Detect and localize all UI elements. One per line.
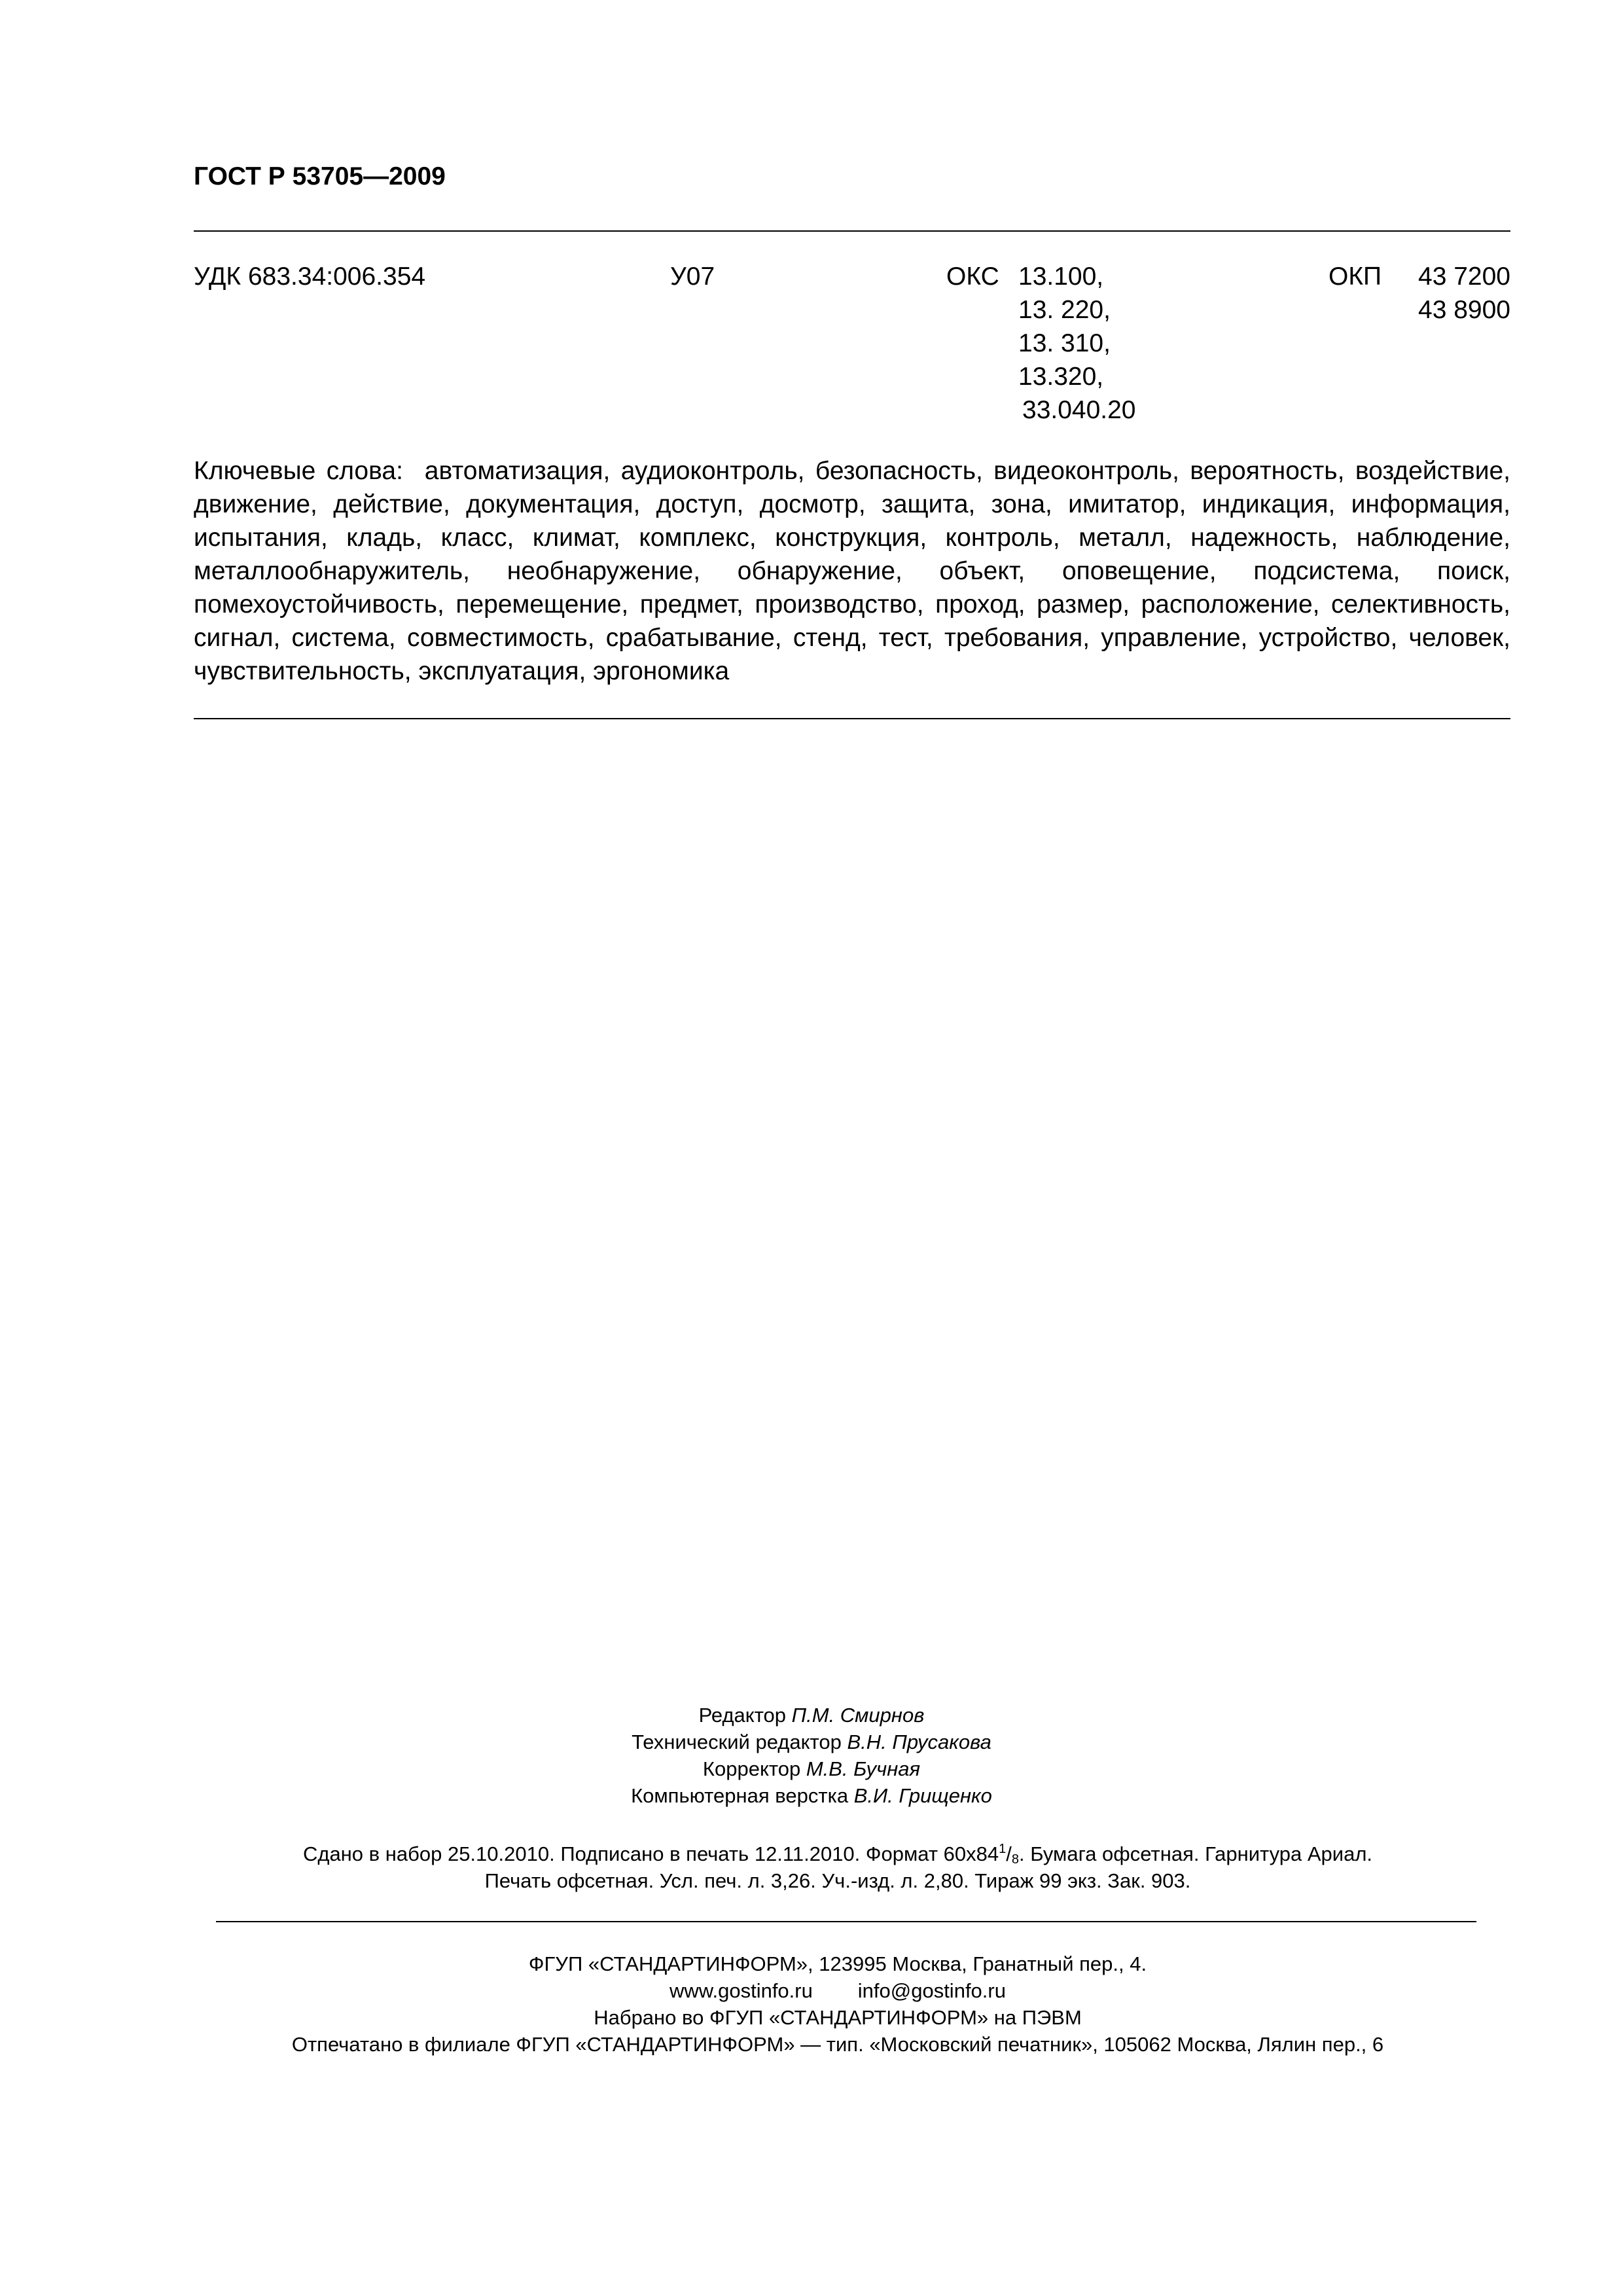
imprint-text: Сдано в набор 25.10.2010. Подписано в печать 12.11.2010. Формат 60x84 xyxy=(302,1842,999,1865)
imprint-rule xyxy=(216,1921,1476,1922)
imprint-line-1 xyxy=(216,1840,1459,1867)
credit-name: В.И. Грищенко xyxy=(853,1784,992,1807)
imprint-line-2: Печать офсетная. Усл. печ. л. 3,26. Уч.-изд. л. 2,80. Тираж 99 экз. Зак. 903. xyxy=(484,1869,1191,1892)
oks-code: 33.040.20 xyxy=(1022,396,1136,424)
okp-code: 43 8900 xyxy=(1418,296,1510,324)
group-code: У07 xyxy=(670,262,715,291)
keywords-paragraph xyxy=(194,454,1510,688)
credit-layout xyxy=(0,1782,1623,1809)
format-superscript: 1 xyxy=(999,1842,1007,1856)
header-rule xyxy=(194,230,1510,232)
udk-code: УДК 683.34:006.354 xyxy=(194,262,426,291)
keywords-rule xyxy=(194,718,1510,719)
credit-role: Технический редактор xyxy=(632,1731,842,1753)
credit-name: В.Н. Прусакова xyxy=(847,1731,991,1753)
credit-proofreader xyxy=(0,1755,1623,1782)
format-subscript: 8 xyxy=(1011,1852,1019,1867)
publisher-contacts xyxy=(216,1977,1459,2004)
credit-role: Компьютерная верстка xyxy=(631,1784,849,1807)
oks-code: 13.320, xyxy=(1018,363,1104,391)
keywords-text: автоматизация, аудиоконтроль, безопасность, видеоконтроль, вероятность, воздействие, движение, действие, документация, доступ, досмотр, защита, зона, имитатор, индикация, информация, испытания, кладь, класс, климат, комплекс, конструкция, контроль, металл, надежность, наблюдение, металлообнаружитель, необнаружение, обнаружение, объект, оповещение, подсистема, поиск, помехоустойчивость, перемещение, предмет, производство, проход, размер, расположение, селективность, сигнал, система, совместимость, срабатывание, стенд, тест, требования, управление, устройство, человек, чувствительность, эксплуатация, эргономика xyxy=(194,457,1511,685)
publisher-printed: Отпечатано в филиале ФГУП «СТАНДАРТИНФОРМ» — тип. «Московский печатник», 105062 Москва, Лялин пер., 6 xyxy=(291,2033,1384,2056)
oks-code: 13.100, xyxy=(1018,262,1104,291)
document-header-title: ГОСТ Р 53705—2009 xyxy=(194,162,446,190)
credit-technical-editor xyxy=(0,1729,1623,1755)
keywords-label: Ключевые слова: xyxy=(194,457,403,485)
publisher-block xyxy=(216,1950,1459,2058)
publisher-typeset: Набрано во ФГУП «СТАНДАРТИНФОРМ» на ПЭВМ xyxy=(594,2006,1082,2029)
credit-name: М.В. Бучная xyxy=(806,1757,921,1780)
publisher-email: info@gostinfo.ru xyxy=(857,1979,1006,2002)
format-slash: / xyxy=(1006,1842,1012,1865)
publisher-address: ФГУП «СТАНДАРТИНФОРМ», 123995 Москва, Гранатный пер., 4. xyxy=(528,1952,1147,1975)
okp-label: ОКП xyxy=(1329,262,1382,291)
oks-code: 13. 220, xyxy=(1018,296,1111,324)
credit-name: П.М. Смирнов xyxy=(791,1704,925,1727)
credits-block xyxy=(0,1702,1623,1809)
publisher-website: www.gostinfo.ru xyxy=(669,1979,813,2002)
oks-code: 13. 310, xyxy=(1018,329,1111,357)
oks-label: ОКС xyxy=(946,262,999,291)
credit-role: Редактор xyxy=(698,1704,787,1727)
imprint-block xyxy=(216,1840,1459,1894)
okp-code: 43 7200 xyxy=(1418,262,1510,291)
imprint-text: . Бумага офсетная. Гарнитура Ариал. xyxy=(1018,1842,1373,1865)
credit-editor xyxy=(0,1702,1623,1729)
credit-role: Корректор xyxy=(702,1757,801,1780)
